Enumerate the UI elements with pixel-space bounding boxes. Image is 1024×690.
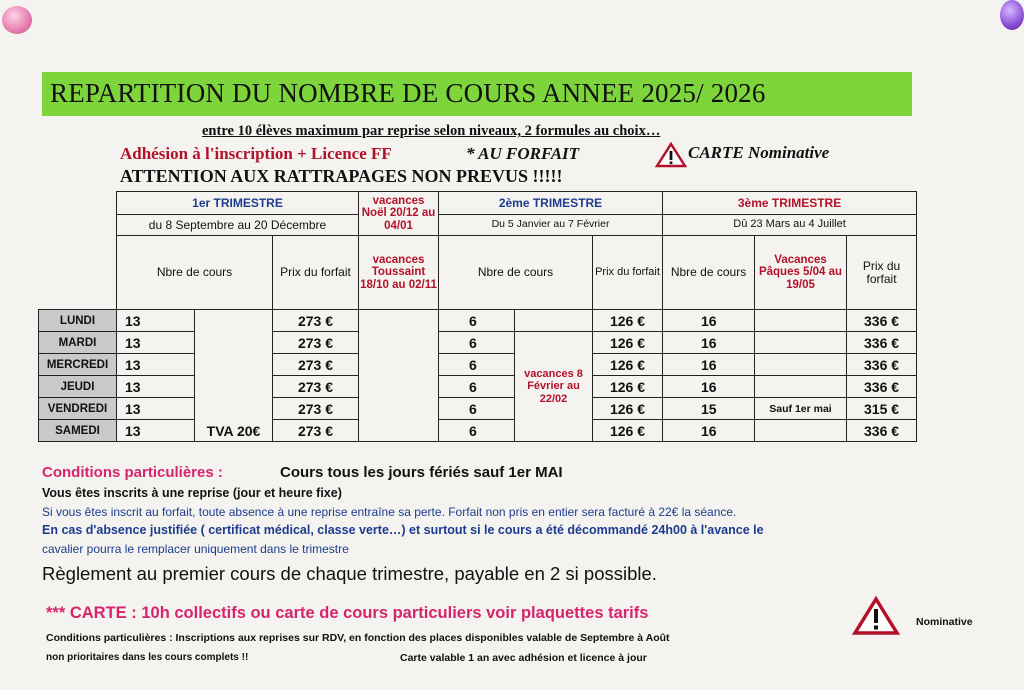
day-label: JEUDI xyxy=(39,376,117,398)
t3-count: 15 xyxy=(663,398,755,420)
t3-price: 336 € xyxy=(847,332,917,354)
col-nbre-cours: Nbre de cours xyxy=(117,236,273,310)
paragraph-absence: En cas d'absence justifiée ( certificat médical, classe verte…) et surtout si le cours a été décommandé 24h00 à l'avance le xyxy=(42,523,764,537)
t3-count: 16 xyxy=(663,420,755,442)
t2-count: 6 xyxy=(439,332,515,354)
table-row xyxy=(39,354,917,376)
day-label: MERCREDI xyxy=(39,354,117,376)
day-label: LUNDI xyxy=(39,310,117,332)
col-prix-forfait: Prix du forfait xyxy=(847,236,917,310)
carte-valable-note: Carte valable 1 an avec adhésion et licence à jour xyxy=(400,652,647,664)
conditions-inscriptions: Conditions particulières : Inscriptions aux reprises sur RDV, en fonction des places disponibles valable de Septembre à Août xyxy=(46,632,670,644)
vacances-fevrier: vacances 8 Février au 22/02 xyxy=(515,332,593,442)
vacances-paques: Vacances Pâques 5/04 au 19/05 xyxy=(755,236,847,310)
t3-count: 16 xyxy=(663,332,755,354)
t3-price: 336 € xyxy=(847,310,917,332)
t3-price: 336 € xyxy=(847,376,917,398)
day-label: VENDREDI xyxy=(39,398,117,420)
t3-price: 336 € xyxy=(847,420,917,442)
t2-price: 126 € xyxy=(593,376,663,398)
vacances-toussaint: vacances Toussaint 18/10 au 02/11 xyxy=(359,236,439,310)
conditions-title: Conditions particulières : xyxy=(42,464,223,481)
day-label: SAMEDI xyxy=(39,420,117,442)
t3-count: 16 xyxy=(663,376,755,398)
page-title: REPARTITION DU NOMBRE DE COURS ANNEE 2025/ 2026 xyxy=(50,78,766,108)
col-prix-forfait: Prix du forfait xyxy=(273,236,359,310)
table-row xyxy=(39,398,917,420)
paragraph-forfait: Si vous êtes inscrit au forfait, toute absence à une reprise entraîne sa perte. Forfait non pris en entier sera facturé à 22€ la séance. xyxy=(42,505,737,519)
t2-count: 6 xyxy=(439,420,515,442)
t2-count: 6 xyxy=(439,310,515,332)
conditions-main: Cours tous les jours fériés sauf 1er MAI xyxy=(280,464,563,481)
carte-nominative-label: CARTE Nominative xyxy=(688,143,830,162)
paragraph-remplacement: cavalier pourra le remplacer uniquement dans le trimestre xyxy=(42,542,349,556)
t2-price: 126 € xyxy=(593,310,663,332)
paragraph-inscription: Vous êtes inscrits à une reprise (jour et heure fixe) xyxy=(42,486,342,500)
table-row xyxy=(39,310,917,332)
t2-price: 126 € xyxy=(593,420,663,442)
t3-note: Sauf 1er mai xyxy=(755,398,847,420)
non-prioritaires-note: non prioritaires dans les cours complets !! xyxy=(46,652,249,663)
t3-note xyxy=(755,310,847,332)
t1-count: 13 xyxy=(117,376,195,398)
table-row xyxy=(39,332,917,354)
t1-count: 13 xyxy=(117,398,195,420)
trimester-1-label: 1er TRIMESTRE xyxy=(117,192,359,215)
t1-price: 273 € xyxy=(273,310,359,332)
t3-note xyxy=(755,420,847,442)
t1-count: 13 xyxy=(117,310,195,332)
pushpin-icon xyxy=(2,6,32,34)
col-nbre-cours: Nbre de cours xyxy=(439,236,593,310)
t3-price: 336 € xyxy=(847,354,917,376)
attention-note: ATTENTION AUX RATTRAPAGES NON PREVUS !!!!! xyxy=(120,166,563,186)
vacances-noel: vacances Noël 20/12 au 04/01 xyxy=(359,192,439,236)
warning-triangle-icon xyxy=(655,142,687,168)
t1-price: 273 € xyxy=(273,420,359,442)
t2-count: 6 xyxy=(439,398,515,420)
t2-count: 6 xyxy=(439,376,515,398)
subtitle: entre 10 élèves maximum par reprise selon niveaux, 2 formules au choix… xyxy=(202,123,661,139)
t1-price: 273 € xyxy=(273,398,359,420)
t3-count: 16 xyxy=(663,310,755,332)
warning-triangle-icon xyxy=(852,596,900,636)
t3-note xyxy=(755,376,847,398)
t2-count: 6 xyxy=(439,354,515,376)
table-row xyxy=(39,376,917,398)
trimester-2-label: 2ème TRIMESTRE xyxy=(439,192,663,215)
t1-count: 13 xyxy=(117,332,195,354)
col-nbre-cours: Nbre de cours xyxy=(663,236,755,310)
t3-count: 16 xyxy=(663,354,755,376)
table-row xyxy=(39,420,917,442)
nominative-label: Nominative xyxy=(916,616,973,628)
t1-price: 273 € xyxy=(273,332,359,354)
col-prix-forfait: Prix du forfait xyxy=(593,236,663,310)
trimester-2-dates: Du 5 Janvier au 7 Février xyxy=(439,215,663,236)
trimester-3-label: 3ème TRIMESTRE xyxy=(663,192,917,215)
t3-note xyxy=(755,354,847,376)
t3-price: 315 € xyxy=(847,398,917,420)
forfait-label: * AU FORFAIT xyxy=(466,144,580,163)
adhesion-note: Adhésion à l'inscription + Licence FF xyxy=(120,144,392,163)
trimester-1-dates: du 8 Septembre au 20 Décembre xyxy=(117,215,359,236)
tva-note: TVA 20€ xyxy=(195,310,273,442)
t1-count: 13 xyxy=(117,420,195,442)
t1-count: 13 xyxy=(117,354,195,376)
t3-note xyxy=(755,332,847,354)
t2-price: 126 € xyxy=(593,398,663,420)
carte-line: *** CARTE : 10h collectifs ou carte de cours particuliers voir plaquettes tarifs xyxy=(46,604,649,622)
trimester-3-dates: Dû 23 Mars au 4 Juillet xyxy=(663,215,917,236)
t2-price: 126 € xyxy=(593,332,663,354)
t1-price: 273 € xyxy=(273,376,359,398)
schedule-table xyxy=(38,191,917,442)
paragraph-reglement: Règlement au premier cours de chaque trimestre, payable en 2 si possible. xyxy=(42,563,657,584)
t2-price: 126 € xyxy=(593,354,663,376)
pushpin-icon xyxy=(1000,0,1024,30)
t1-price: 273 € xyxy=(273,354,359,376)
day-label: MARDI xyxy=(39,332,117,354)
